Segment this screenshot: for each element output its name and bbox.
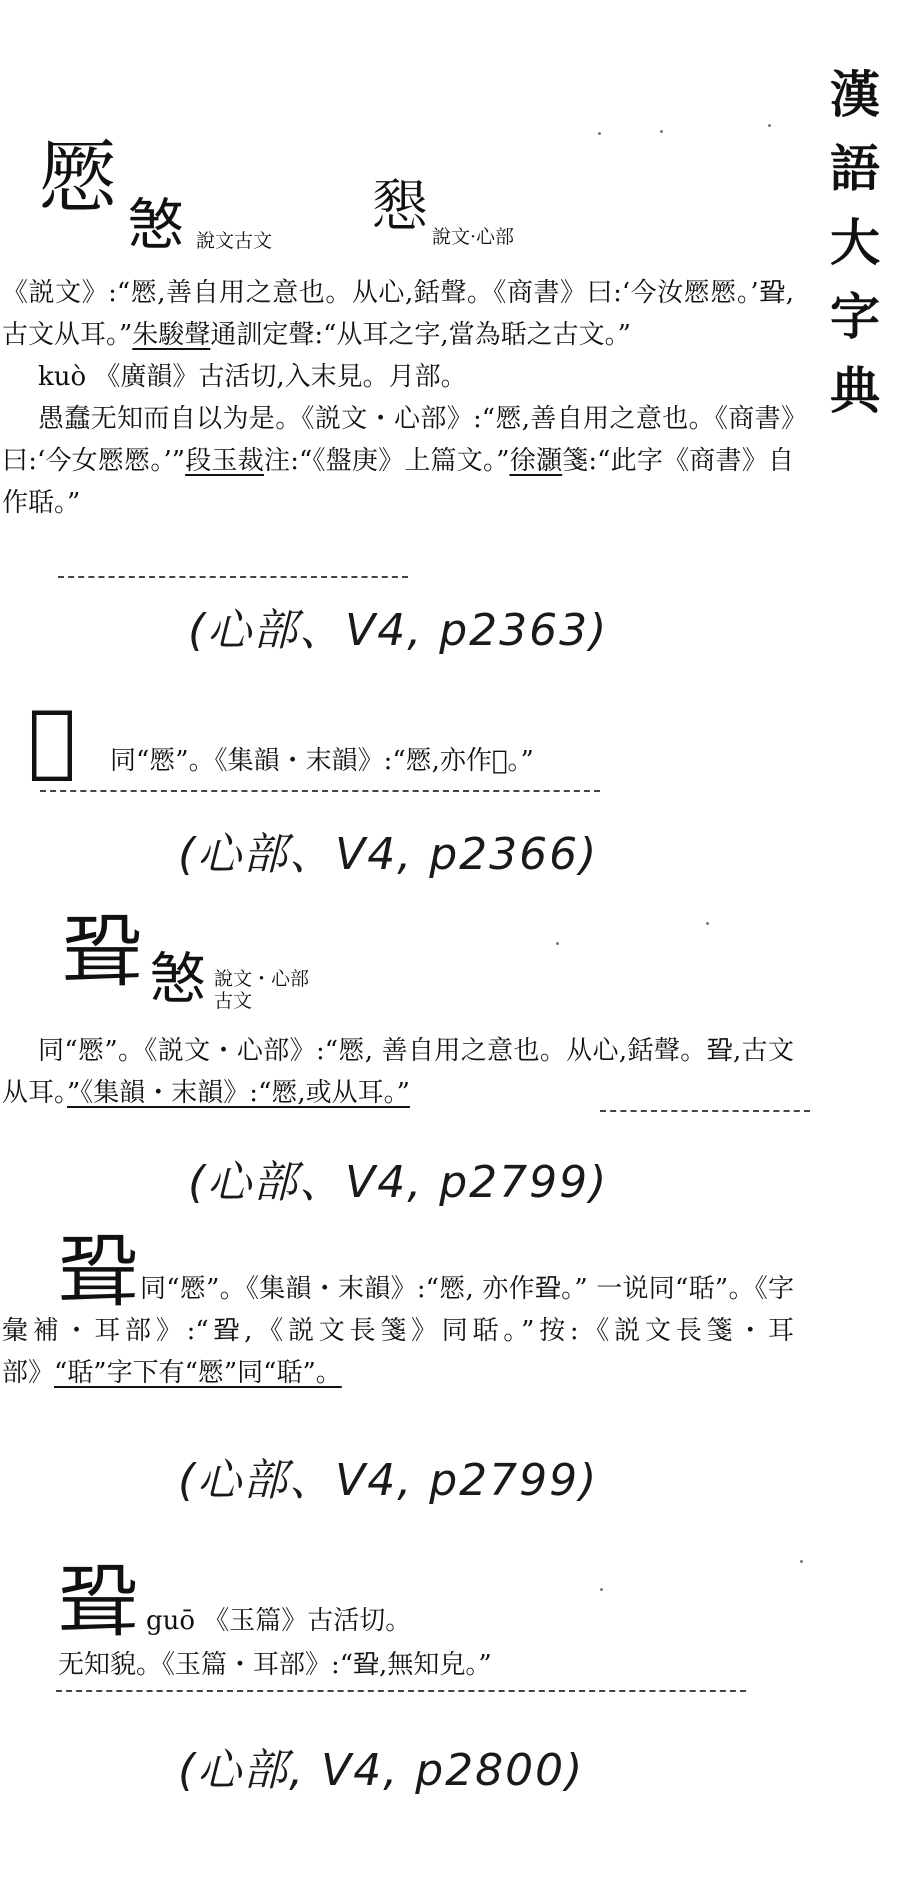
entry-text-span: ”《集韻・末韻》:“憠,或从耳。” bbox=[67, 1078, 410, 1108]
cited-scholar: 朱駿聲 bbox=[132, 320, 211, 350]
entry-text bbox=[2, 1030, 802, 1114]
entry-1-body bbox=[2, 272, 802, 524]
side-title-char: 大 bbox=[830, 213, 880, 272]
definition bbox=[2, 398, 802, 524]
pronunciation: kuò 《廣韻》古活切,入末見。月部。 bbox=[38, 362, 467, 392]
entry-1-header bbox=[0, 120, 800, 258]
dashed-rule bbox=[600, 1110, 810, 1112]
seal-source-note: 說文・心部 bbox=[214, 968, 310, 990]
side-title-char: 漢 bbox=[830, 65, 880, 124]
seal-glyph: 𢞀 bbox=[150, 947, 206, 1012]
handwritten-note: (心部、V4, p2366) bbox=[178, 829, 599, 880]
entry-text-span: 同“憠”。《説文・心部》:“憠, 善自用之意也。从心,銛聲。𦕓,古文从耳。 bbox=[2, 1036, 794, 1108]
head-character: 𦕓 bbox=[58, 1225, 138, 1318]
pronunciation: guō 《玉篇》古活切。 bbox=[146, 1606, 412, 1636]
entry-3-body bbox=[2, 1030, 802, 1114]
entry-text-span: 《説文》:“憠,善自用之意也。从心,銛聲。《商書》曰:‘今汝憠憠。’𦕓,古文从耳。” bbox=[2, 278, 794, 350]
seal-source-note: 古文 bbox=[214, 990, 253, 1012]
scan-speck bbox=[600, 1588, 603, 1591]
head-character: 𦕓 bbox=[62, 905, 142, 998]
handwritten-note: (心部, V4, p2800) bbox=[178, 1745, 585, 1796]
head-character: 𦕓 bbox=[58, 1555, 138, 1648]
entry-text-span: 愚蠢无知而自以为是。《説文・心部》:“憠,善自用之意也。《商書》曰:‘今女憠憠。’” bbox=[2, 404, 794, 476]
scan-speck bbox=[706, 922, 709, 925]
cited-scholar: 徐灝 bbox=[509, 446, 563, 476]
entry-text-span: 通訓定聲:“从耳之字,當為聒之古文。” bbox=[210, 320, 631, 350]
handwritten-note: (心部、V4, p2799) bbox=[188, 1157, 609, 1208]
entry-text-span: 同“憠”。《集韻・末韻》:“憠, 亦作𦕓。” 一说同“聒”。《字彙補・耳部》:“𦕓,《説文長箋》同聒。”按:《説文長箋・耳部》 bbox=[2, 1274, 794, 1388]
entry-text: 无知貌。《玉篇・耳部》:“𦕓,無知皃。” bbox=[58, 1650, 492, 1680]
scan-speck bbox=[660, 130, 663, 133]
side-title bbox=[820, 58, 890, 428]
seal-source-note: 說文·心部 bbox=[432, 226, 515, 248]
entry-3 bbox=[0, 905, 800, 1012]
side-title-char: 字 bbox=[830, 287, 880, 346]
entry-1 bbox=[0, 120, 800, 258]
handwritten-note: (心部、V4, p2363) bbox=[188, 605, 609, 656]
scan-speck bbox=[800, 1560, 803, 1563]
handwritten-note: (心部、V4, p2799) bbox=[178, 1455, 599, 1506]
dashed-rule bbox=[40, 790, 600, 792]
entry-text-span: 箋:“此字《商書》自作聒。” bbox=[2, 446, 794, 518]
seal-glyph: 𢡆 bbox=[372, 175, 428, 240]
scan-speck bbox=[556, 942, 559, 945]
side-title-char: 語 bbox=[830, 139, 880, 198]
seal-source-note: 說文古文 bbox=[196, 230, 273, 252]
entry-text: 同“憠”。《集韻・末韻》:“憠,亦作𢢨。” bbox=[110, 746, 534, 776]
entry-text-span: “聒”字下有“憠”同“聒”。 bbox=[54, 1358, 342, 1388]
dashed-rule bbox=[56, 1690, 746, 1692]
scan-speck bbox=[768, 124, 771, 127]
dashed-rule bbox=[58, 576, 408, 578]
entry-4-body bbox=[2, 1268, 802, 1394]
seal-glyph: 𢞀 bbox=[128, 193, 184, 258]
entry-text-span: 注:“《盤庚》上篇文。” bbox=[263, 446, 510, 476]
head-character: 𢢨 bbox=[28, 693, 77, 786]
entry-3-header bbox=[0, 905, 800, 1012]
side-title-char: 典 bbox=[830, 361, 880, 420]
entry-text bbox=[2, 1268, 802, 1394]
cited-scholar: 段玉裁 bbox=[185, 446, 264, 476]
head-character: 憠 bbox=[38, 131, 118, 224]
entry-text bbox=[2, 272, 802, 356]
scan-speck bbox=[598, 132, 601, 135]
